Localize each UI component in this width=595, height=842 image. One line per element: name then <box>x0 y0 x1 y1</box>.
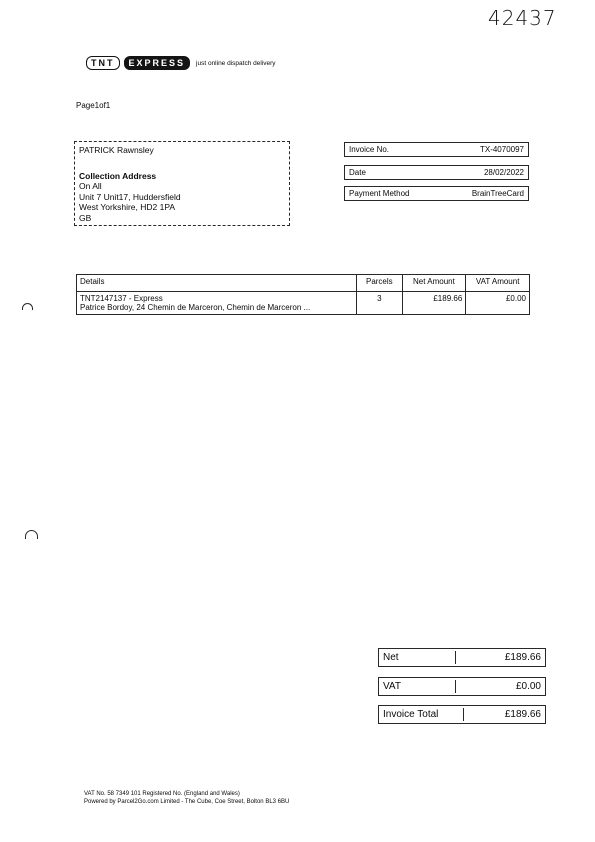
vat-total-value: £0.00 <box>515 681 541 692</box>
logo-mark-left: TNT <box>86 56 120 70</box>
payment-method-value: BrainTreeCard <box>471 189 524 198</box>
invoice-footer <box>84 790 289 806</box>
table-row <box>77 292 530 315</box>
item-vat-amount: £0.00 <box>466 292 530 315</box>
invoice-number-field <box>344 142 529 157</box>
punch-hole-mark <box>22 303 33 310</box>
payment-method-label: Payment Method <box>349 189 410 198</box>
column-header-details: Details <box>77 275 357 292</box>
net-total-row <box>378 648 546 667</box>
company-logo <box>86 56 276 70</box>
logo-tagline: just online dispatch delivery <box>196 59 276 67</box>
column-header-vat-amount: VAT Amount <box>466 275 530 292</box>
invoice-number-label: Invoice No. <box>349 145 390 154</box>
vat-total-label: VAT <box>383 681 401 692</box>
footer-vat-registration: VAT No. 58 7349 101 Registered No. (England and Wales) <box>84 791 240 797</box>
handwritten-reference-number: 42437 <box>488 6 557 30</box>
invoice-items-table <box>76 274 530 315</box>
punch-hole-mark <box>25 530 38 539</box>
item-reference: TNT2147137 - Express <box>80 294 163 303</box>
item-details-cell <box>77 292 357 315</box>
item-net-amount: £189.66 <box>402 292 466 315</box>
invoice-total-label: Invoice Total <box>383 709 439 720</box>
table-header-row <box>77 275 530 292</box>
column-header-parcels: Parcels <box>357 275 403 292</box>
address-line: West Yorkshire, HD2 1PA <box>79 202 176 212</box>
column-header-net-amount: Net Amount <box>402 275 466 292</box>
customer-address-box <box>74 141 290 226</box>
address-line: GB <box>79 212 92 223</box>
net-total-value: £189.66 <box>504 652 541 663</box>
item-parcels: 3 <box>357 292 403 315</box>
address-line: On All <box>79 181 102 191</box>
payment-method-field <box>344 186 529 201</box>
invoice-date-value: 28/02/2022 <box>483 168 524 177</box>
footer-powered-by: Powered by Parcel2Go.com Limited - The Cube, Coe Street, Bolton BL3 6BU <box>84 799 290 805</box>
invoice-total-row <box>378 705 546 724</box>
net-total-label: Net <box>383 652 399 663</box>
address-line: Unit 7 Unit17, Huddersfield <box>79 191 181 202</box>
collection-address-title: Collection Address <box>79 170 157 181</box>
vat-total-row <box>378 677 546 696</box>
invoice-number-value: TX-4070097 <box>479 145 524 154</box>
item-recipient-address: Patrice Bordoy, 24 Chemin de Marceron, Chemin de Marceron ... <box>80 303 311 312</box>
invoice-date-label: Date <box>349 168 366 177</box>
invoice-date-field <box>344 165 529 180</box>
customer-name: PATRICK Rawnsley <box>79 145 154 155</box>
logo-mark-right: EXPRESS <box>124 56 191 70</box>
page-indicator: Page1of1 <box>76 101 111 110</box>
invoice-total-value: £189.66 <box>504 709 541 720</box>
